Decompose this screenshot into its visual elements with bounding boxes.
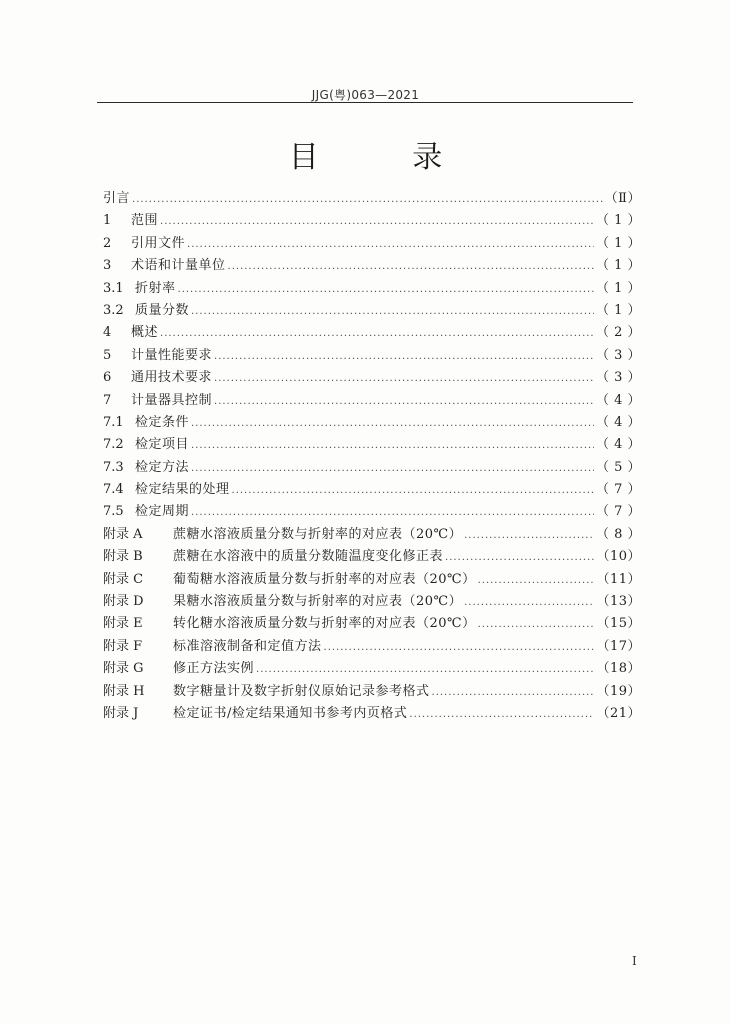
toc-entry-number: 附录 B xyxy=(103,549,143,565)
toc-leader-dots xyxy=(228,256,594,278)
toc-entry-title: 计量性能要求 xyxy=(131,347,213,363)
toc-entry-title: 计量器具控制 xyxy=(131,392,213,408)
toc-entry-number: 附录 C xyxy=(103,571,144,587)
toc-entry-number: 2 xyxy=(103,235,112,251)
document-code-header: JJG(粤)063—2021 xyxy=(311,88,420,102)
toc-entry[interactable] xyxy=(103,613,641,635)
toc-entry-number: 5 xyxy=(103,347,112,363)
toc-entry-title: 检定项目 xyxy=(135,437,190,453)
toc-leader-dots xyxy=(191,502,594,524)
toc-entry-page: （ 1 ） xyxy=(595,258,641,274)
toc-entry-number: 3.2 xyxy=(103,302,124,318)
toc-leader-dots xyxy=(191,413,594,435)
page-number: I xyxy=(632,954,637,968)
toc-entry-page: （ 4 ） xyxy=(595,437,641,453)
toc-entry-page: （Ⅱ） xyxy=(604,191,641,206)
toc-entry-number: 7 xyxy=(103,392,112,408)
toc-entry-title: 蔗糖水溶液质量分数与折射率的对应表（20℃） xyxy=(173,526,463,542)
toc-leader-dots xyxy=(232,480,594,502)
toc-entry[interactable] xyxy=(103,278,641,300)
toc-entry[interactable] xyxy=(103,188,641,210)
toc-entry-number: 附录 D xyxy=(103,594,144,610)
table-of-contents xyxy=(103,188,641,725)
toc-entry-number: 附录 J xyxy=(103,705,139,721)
toc-leader-dots xyxy=(214,346,594,368)
toc-entry-number: 附录 E xyxy=(103,616,143,632)
toc-leader-dots xyxy=(214,368,594,390)
toc-entry[interactable] xyxy=(103,636,641,658)
toc-leader-dots xyxy=(160,323,594,345)
toc-entry-title: 蔗糖在水溶液中的质量分数随温度变化修正表 xyxy=(173,549,444,565)
toc-entry[interactable] xyxy=(103,591,641,613)
toc-entry-title: 引用文件 xyxy=(131,235,186,251)
toc-entry-page: （18） xyxy=(596,661,641,677)
toc-entry-page: （ 1 ） xyxy=(595,302,641,318)
toc-leader-dots xyxy=(256,659,594,681)
toc-entry-page: （17） xyxy=(596,638,641,654)
toc-entry-title: 转化糖水溶液质量分数与折射率的对应表（20℃） xyxy=(173,616,476,632)
toc-entry-title: 检定方法 xyxy=(135,459,190,475)
toc-leader-dots xyxy=(214,391,594,413)
toc-entry-title: 检定周期 xyxy=(135,504,190,520)
toc-leader-dots xyxy=(464,592,594,614)
toc-entry-title: 检定条件 xyxy=(135,414,190,430)
toc-leader-dots xyxy=(187,234,594,256)
toc-entry-title: 引言 xyxy=(103,191,131,206)
toc-entry-title: 范围 xyxy=(131,213,159,229)
toc-entry[interactable] xyxy=(103,434,641,456)
toc-entry-number: 7.2 xyxy=(103,437,124,453)
toc-entry-title: 概述 xyxy=(131,325,159,341)
toc-leader-dots xyxy=(478,614,595,636)
toc-entry-page: （ 3 ） xyxy=(595,370,641,386)
toc-entry[interactable] xyxy=(103,412,641,434)
toc-entry-title: 标准溶液制备和定值方法 xyxy=(173,638,322,654)
toc-entry-page: （10） xyxy=(596,549,641,565)
toc-entry-number: 7.1 xyxy=(103,414,124,430)
toc-entry-title: 检定结果的处理 xyxy=(135,482,230,498)
toc-entry-page: （ 1 ） xyxy=(595,213,641,229)
toc-entry[interactable] xyxy=(103,345,641,367)
toc-entry[interactable] xyxy=(103,457,641,479)
toc-entry-number: 附录 G xyxy=(103,661,144,677)
toc-entry-page: （15） xyxy=(596,616,641,632)
toc-entry-page: （ 5 ） xyxy=(595,459,641,475)
toc-entry[interactable] xyxy=(103,255,641,277)
toc-entry-title: 通用技术要求 xyxy=(131,370,213,386)
toc-entry-title: 质量分数 xyxy=(135,302,190,318)
toc-leader-dots xyxy=(178,279,594,301)
toc-entry-page: （ 1 ） xyxy=(595,280,641,296)
toc-entry-number: 1 xyxy=(103,213,112,229)
toc-entry-number: 7.5 xyxy=(103,504,124,520)
toc-entry-number: 7.3 xyxy=(103,459,124,475)
toc-entry-title: 葡萄糖水溶液质量分数与折射率的对应表（20℃） xyxy=(173,571,476,587)
toc-entry-number: 3.1 xyxy=(103,280,124,296)
toc-entry-page: （ 8 ） xyxy=(595,526,641,542)
toc-entry-page: （ 2 ） xyxy=(595,325,641,341)
toc-leader-dots xyxy=(464,525,594,547)
toc-leader-dots xyxy=(132,189,603,211)
toc-leader-dots xyxy=(191,435,594,457)
toc-entry[interactable] xyxy=(103,569,641,591)
toc-entry-page: （21） xyxy=(596,705,641,721)
toc-entry[interactable] xyxy=(103,322,641,344)
toc-entry-title: 修正方法实例 xyxy=(173,661,255,677)
toc-entry-title: 术语和计量单位 xyxy=(131,258,226,274)
toc-entry-title: 折射率 xyxy=(135,280,176,296)
toc-leader-dots xyxy=(191,301,594,323)
toc-leader-dots xyxy=(160,211,594,233)
toc-entry[interactable] xyxy=(103,703,641,725)
toc-entry-title: 数字糖量计及数字折射仪原始记录参考格式 xyxy=(173,683,430,699)
toc-entry-page: （ 1 ） xyxy=(595,235,641,251)
toc-leader-dots xyxy=(409,704,594,726)
toc-entry[interactable] xyxy=(103,367,641,389)
toc-entry-number: 附录 F xyxy=(103,638,143,654)
toc-entry-number: 附录 H xyxy=(103,683,145,699)
toc-entry-number: 6 xyxy=(103,370,112,386)
toc-entry-page: （13） xyxy=(596,594,641,610)
toc-entry-page: （ 4 ） xyxy=(595,414,641,430)
toc-entry-title: 检定证书/检定结果通知书参考内页格式 xyxy=(173,705,408,721)
toc-entry[interactable] xyxy=(103,479,641,501)
toc-entry[interactable] xyxy=(103,681,641,703)
toc-leader-dots xyxy=(191,458,594,480)
toc-entry[interactable] xyxy=(103,546,641,568)
toc-entry[interactable] xyxy=(103,300,641,322)
toc-entry[interactable] xyxy=(103,501,641,523)
page-title: 目 录 xyxy=(288,140,485,175)
toc-entry[interactable] xyxy=(103,233,641,255)
toc-entry-title: 果糖水溶液质量分数与折射率的对应表（20℃） xyxy=(173,594,463,610)
toc-entry-page: （ 7 ） xyxy=(595,482,641,498)
toc-entry-page: （ 4 ） xyxy=(595,392,641,408)
toc-leader-dots xyxy=(445,547,594,569)
toc-entry[interactable] xyxy=(103,658,641,680)
toc-entry-page: （19） xyxy=(596,683,641,699)
toc-leader-dots xyxy=(478,570,595,592)
toc-entry-number: 3 xyxy=(103,258,112,274)
header-rule xyxy=(97,102,633,103)
toc-entry-page: （ 7 ） xyxy=(595,504,641,520)
toc-entry-number: 7.4 xyxy=(103,482,124,498)
toc-entry-number: 4 xyxy=(103,325,112,341)
toc-leader-dots xyxy=(432,682,595,704)
toc-entry[interactable] xyxy=(103,524,641,546)
toc-entry[interactable] xyxy=(103,390,641,412)
toc-entry-number: 附录 A xyxy=(103,526,143,542)
toc-entry[interactable] xyxy=(103,210,641,232)
toc-entry-page: （ 3 ） xyxy=(595,347,641,363)
toc-leader-dots xyxy=(324,637,595,659)
toc-entry-page: （11） xyxy=(596,571,641,587)
